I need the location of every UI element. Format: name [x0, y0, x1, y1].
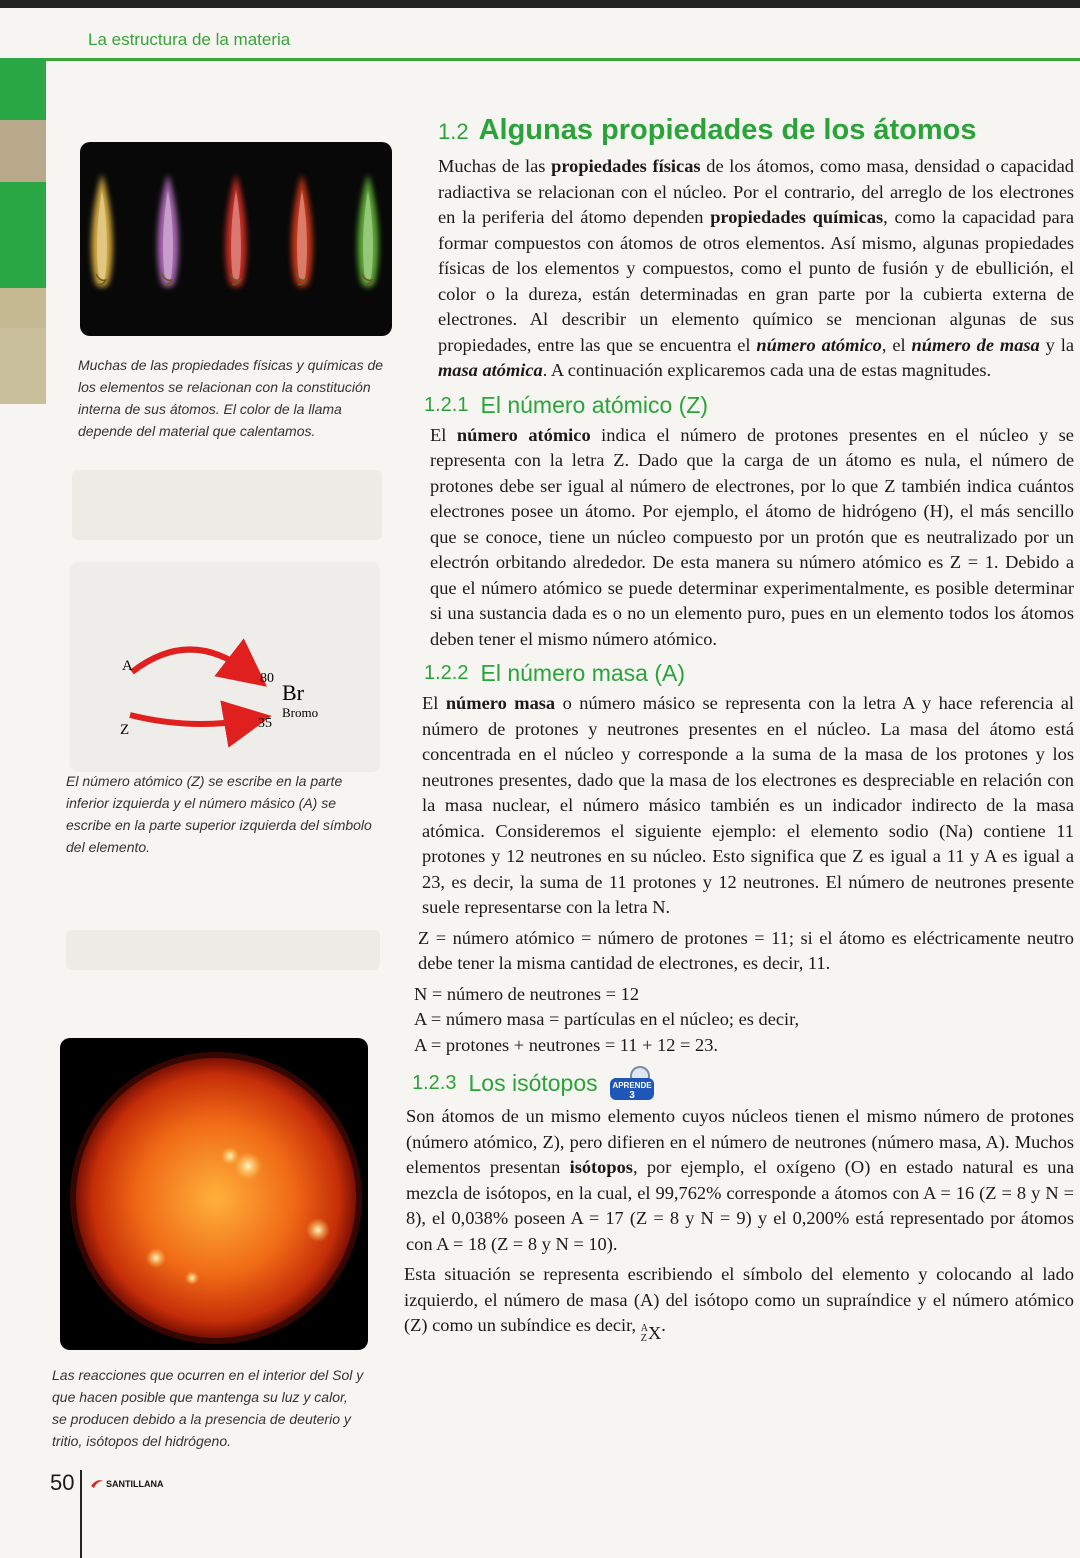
isotopes-paragraph: Son átomos de un mismo elemento cuyos núcleos tienen el mismo número de protones (número atómico, Z), pero difieren en el número de neutrones (número masa, A). Muchos elementos presentan isótopos, por ejemplo, el oxígeno (O) en estado natural es una mezcla de isótopos, en la cual, el 99,762% corresponde a átomos con A = 16 (Z = 8 y N = 8), el 0,038% poseen A = 17 (Z = 8 y N = 9) y el 0,200% está representado por átomos con A = 18 (Z = 8 y N = 10). [406, 1106, 1074, 1254]
subsection-heading-atomic-number: 1.2.1 El número atómico (Z) [424, 391, 708, 418]
sun-photo [60, 1038, 368, 1350]
bromine-notation-diagram [70, 562, 380, 772]
section-title: Algunas propiedades de los átomos [478, 114, 977, 146]
nuclide-notation: A Z X [640, 1323, 662, 1344]
element-name: Bromo [282, 705, 319, 720]
bromine-caption: El número atómico (Z) se escribe en la parte inferior izquierda y el número másico (A) se escribe en la parte superior izquierda del símbolo del elemento. [66, 773, 372, 855]
flame-test-photo [80, 142, 392, 336]
mass-number: 80 [260, 671, 274, 686]
faded-bleed-through [72, 470, 382, 540]
mass-number-arrow [132, 650, 248, 673]
footer-rule [80, 1470, 82, 1558]
sun-caption: Las reacciones que ocurren en el interior del Sol y que hacen posible que mantenga su luz y calor, se producen debido a la presencia de deuterio y tritio, isótopos del hidrógeno. [52, 1367, 364, 1449]
chapter-tab [0, 328, 46, 404]
flame-caption: Muchas de las propiedades físicas y químicas de los elementos se relacionan con la constitución interna de sus átomos. El color de la llama depende del material que calentamos. [78, 357, 384, 439]
label-a: A [122, 658, 133, 674]
header-rule [0, 58, 1080, 61]
publisher-name: SANTILLANA [106, 1479, 164, 1489]
chapter-tab [0, 288, 46, 328]
chapter-tab [0, 230, 46, 288]
chapter-tab [0, 58, 46, 120]
publisher-swoosh-icon [90, 1478, 104, 1490]
equation-line: A = protones + neutrones = 11 + 12 = 23. [414, 1034, 719, 1055]
isotope-notation-paragraph: Esta situación se representa escribiendo el símbolo del elemento y colocando al lado izquierdo, el número de masa (A) del isótopo como un supraíndice y el número atómico (Z) como un subíndice es decir, A Z X . [404, 1262, 1074, 1347]
z-definition: Z = número atómico = número de protones = 11; si el átomo es eléctricamente neutro debe tener la misma cantidad de electrones, es decir, 11. [418, 927, 1074, 973]
atomic-number-paragraph: El número atómico indica el número de protones presentes en el núcleo y se representa con la letra Z. Dado que la carga de un átomo es nula, el número de protones debe ser igual al número de electrones, por lo que Z también indica cuántos electrones posee un átomo. Por ejemplo, el átomo de hidrógeno (H), el más sencillo que se conoce, tiene un núcleo compuesto por un protón que es neutralizado por un electrón orbitando alrededor. De esta manera su número atómico es Z = 1. Debido a que el número atómico se puede determinar experimentalmente, es posible determinar si una sustancia dada es o no un elemento puro, pues en un elemento todos los átomos deben tener el mismo número atómico. [430, 424, 1074, 649]
equation-line: N = número de neutrones = 12 [414, 983, 640, 1004]
page-top-edge [0, 0, 1080, 8]
sun-illustration [60, 1038, 368, 1350]
section-number: 1.2 [438, 119, 469, 144]
page-number: 50 [50, 1470, 75, 1495]
label-z: Z [120, 722, 130, 738]
mass-number-paragraph: El número masa o número másico se representa con la letra A y hace referencia al número de protones y neutrones presentes en el núcleo. La masa del átomo está concentrada en el núcleo y corresponde a la suma de la masa de los protones y los neutrones presentes, dado que la masa de los electrones es despreciable en relación con la masa nuclear, el número másico también es un indicador indirecto de la masa atómica. Consideremos el siguiente ejemplo: el elemento sodio (Na) contiene 11 protones y 12 neutrones en su núcleo. Esto significa que Z es igual a 11 y A es igual a 23, es decir, la suma de 11 protones y 12 neutrones. El número de neutrones presente suele representarse con la letra N. [422, 693, 1074, 917]
subsection-heading-mass-number: 1.2.2 El número masa (A) [424, 660, 685, 686]
running-head: La estructura de la materia [88, 30, 291, 49]
atomic-number-arrow [130, 715, 248, 724]
section-heading [438, 108, 1074, 154]
faded-bleed-through [66, 930, 380, 970]
publisher-logo [90, 1478, 164, 1490]
chapter-tab [0, 182, 46, 230]
magnifier-icon [608, 1064, 660, 1102]
aprende-badge[interactable] [608, 1064, 660, 1102]
badge-label: APRENDE [612, 1081, 652, 1090]
flame-test-illustration [80, 142, 392, 336]
equations-block [414, 982, 1074, 1059]
element-symbol: Br [282, 680, 304, 705]
badge-number: 3 [628, 1090, 635, 1101]
notation-arrows [70, 562, 380, 772]
main-text-column [404, 108, 1074, 1352]
chapter-tab [0, 120, 46, 182]
intro-paragraph: Muchas de las propiedades físicas de los átomos, como masa, densidad o capacidad radiactiva se relacionan con el núcleo. Por el contrario, del arreglo de los electrones en la periferia del átomo dependen propiedades químicas, como la capacidad para formar compuestos con átomos de otros elementos. Así mismo, algunas propiedades físicas de los elementos y compuestos, como el punto de fusión y de ebullición, el color o la dureza, están determinadas en gran parte por la cubierta externa de electrones. Al describir un elemento químico se mencionan algunas de sus propiedades, entre las que se encuentra el número atómico, el número de masa y la masa atómica. A continuación explicaremos cada una de estas magnitudes. [438, 156, 1074, 380]
subsection-heading-isotopes: 1.2.3 Los isótopos APRENDE 3 [412, 1064, 1074, 1102]
atomic-number: 35 [258, 716, 272, 731]
equation-line: A = número masa = partículas en el núcleo; es decir, [414, 1009, 800, 1029]
